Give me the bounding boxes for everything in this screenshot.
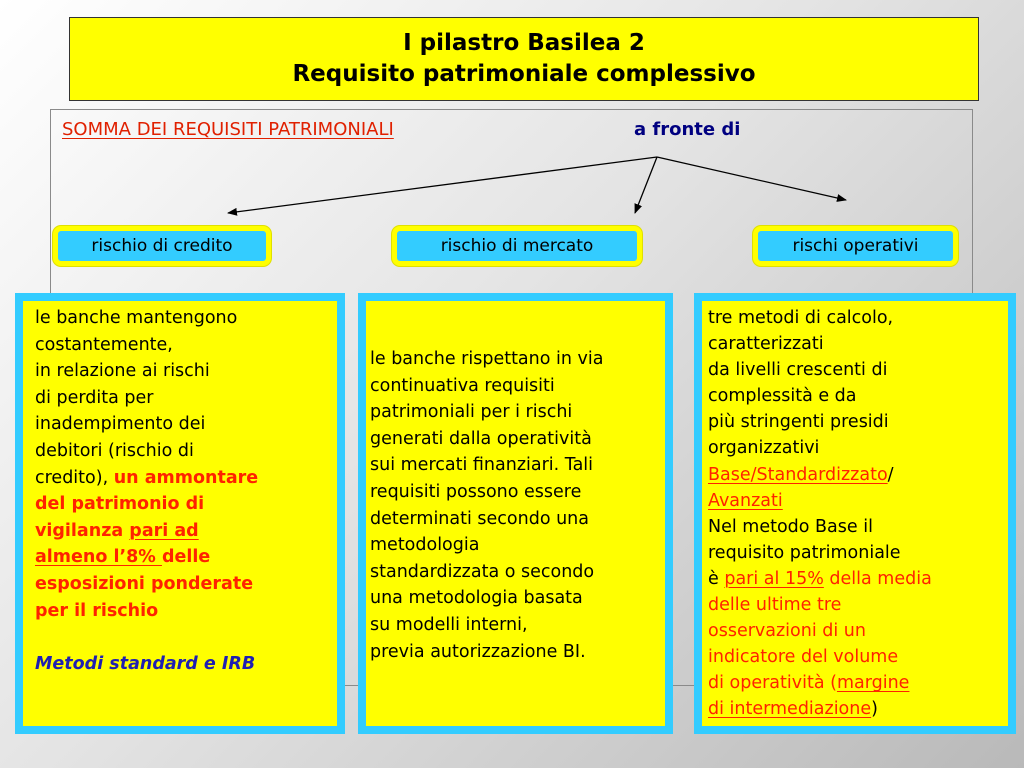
col3-line — [708, 670, 1008, 696]
arrow-to-credito — [228, 157, 657, 213]
col2-line: determinati secondo una — [370, 508, 589, 529]
metodo-avanzati: Avanzati — [708, 490, 783, 511]
column-rischio-mercato — [358, 293, 673, 734]
pari-al-15: pari al 15% — [724, 568, 824, 589]
col1-line: debitori (rischio di — [35, 440, 194, 461]
col1-line: costantemente, — [35, 334, 173, 355]
col2-line: le banche rispettano in via — [370, 349, 604, 369]
category-rischi-operativi-label: rischi operativi — [792, 236, 919, 256]
col1-line: del patrimonio di — [35, 494, 205, 515]
col1-line — [35, 544, 337, 571]
col1-text: credito), — [35, 467, 114, 488]
title-line-1: I pilastro Basilea 2 — [403, 30, 645, 56]
col3-text: è — [708, 568, 725, 589]
col1-highlight: vigilanza — [35, 520, 130, 541]
col2-line: previa autorizzazione BI. — [370, 641, 586, 662]
col1-line — [35, 465, 337, 492]
category-rischio-mercato-label: rischio di mercato — [440, 236, 594, 256]
col3-text: ) — [871, 699, 878, 720]
col3-line: complessità e da — [708, 386, 857, 407]
col1-line: le banche mantengono — [35, 308, 238, 328]
col3-line: caratterizzati — [708, 334, 824, 355]
a-fronte-di-label: a fronte di — [634, 119, 741, 140]
col1-highlight: un ammontare — [113, 467, 259, 488]
col3-line: tre metodi di calcolo, — [708, 308, 894, 328]
col2-line: continuativa requisiti — [370, 375, 555, 396]
col3-line: requisito patrimoniale — [708, 542, 901, 563]
col3-line — [708, 566, 1008, 592]
col2-line: generati dalla operatività — [370, 428, 592, 449]
col3-line: Nel metodo Base il — [708, 516, 873, 537]
column-rischi-operativi — [694, 293, 1016, 734]
col3-line — [708, 488, 1008, 514]
col1-highlight: delle — [161, 547, 211, 568]
col1-line — [35, 518, 337, 545]
arrow-to-operativi — [657, 157, 846, 200]
col3-line — [708, 696, 1008, 722]
category-rischio-mercato — [392, 226, 642, 266]
category-rischi-operativi — [753, 226, 958, 266]
col1-spacer — [35, 624, 337, 651]
col3-line: organizzativi — [708, 438, 820, 459]
margine-underlined: margine — [836, 673, 910, 694]
col1-underlined: almeno l’8% — [35, 547, 162, 568]
col1-underlined: pari ad — [129, 520, 199, 541]
metodo-base-standardizzato: Base/Standardizzato — [708, 464, 888, 485]
col1-line: di perdita per — [35, 387, 154, 408]
col3-line: più stringenti presidi — [708, 412, 889, 433]
intermediazione-underlined: di intermediazione — [708, 699, 872, 720]
col1-line: in relazione ai rischi — [35, 361, 210, 382]
col2-line: standardizzata o secondo — [370, 561, 595, 582]
col3-highlight: della media — [823, 568, 932, 589]
somma-requisiti-label: SOMMA DEI REQUISITI PATRIMONIALI — [62, 119, 394, 140]
col2-line: requisiti possono essere — [370, 481, 582, 502]
col3-line: da livelli crescenti di — [708, 360, 888, 381]
category-rischio-credito-label: rischio di credito — [91, 236, 233, 256]
col2-line: sui mercati finanziari. Tali — [370, 455, 594, 476]
col2-line: patrimoniali per i rischi — [370, 402, 573, 423]
col1-line: per il rischio — [35, 600, 159, 621]
col2-line: una metodologia basata — [370, 588, 583, 609]
col1-line: esposizioni ponderate — [35, 573, 254, 594]
col3-line: delle ultime tre — [708, 595, 842, 616]
col3-highlight: di operatività ( — [708, 673, 837, 694]
arrow-to-mercato — [635, 157, 657, 213]
col2-line: metodologia — [370, 535, 480, 556]
metodi-standard-irb: Metodi standard e IRB — [35, 653, 256, 674]
col1-line: inadempimento dei — [35, 414, 206, 435]
col2-line: su modelli interni, — [370, 614, 528, 635]
col3-line — [708, 462, 1008, 488]
col3-line: osservazioni di un — [708, 621, 866, 642]
col3-line: indicatore del volume — [708, 647, 899, 668]
category-rischio-credito — [53, 226, 271, 266]
col3-text: / — [887, 464, 894, 485]
title-line-2: Requisito patrimoniale complessivo — [292, 61, 756, 87]
column-rischio-credito — [15, 293, 345, 734]
